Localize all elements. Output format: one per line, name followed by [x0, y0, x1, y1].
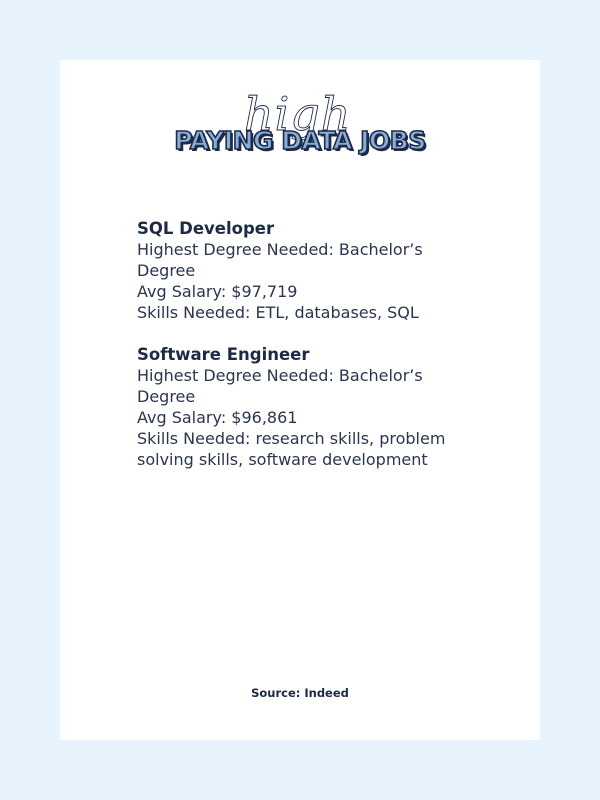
page-headline: PAYING DATA JOBS	[174, 126, 426, 155]
job-salary-line: Avg Salary: $96,861	[137, 408, 298, 427]
job-degree-line-cont: Degree	[137, 387, 196, 406]
job-entry-software-engineer	[137, 344, 467, 470]
script-title-text: high	[244, 87, 352, 141]
job-title: Software Engineer	[137, 345, 310, 364]
job-degree-line: Highest Degree Needed: Bachelor’s	[137, 366, 423, 385]
content-card	[60, 60, 540, 740]
job-degree-line-cont: Degree	[137, 261, 196, 280]
title-block	[60, 80, 540, 170]
job-degree-line: Highest Degree Needed: Bachelor’s	[137, 240, 423, 259]
source-credit: Source: Indeed	[251, 686, 349, 700]
job-entry-sql-developer	[137, 218, 467, 323]
job-salary-line: Avg Salary: $97,719	[137, 282, 298, 301]
job-skills-line: Skills Needed: ETL, databases, SQL	[137, 303, 419, 322]
job-list	[137, 218, 467, 491]
job-skills-line: Skills Needed: research skills, problem	[137, 429, 446, 448]
job-skills-line-cont: solving skills, software development	[137, 450, 428, 469]
job-title: SQL Developer	[137, 219, 275, 238]
